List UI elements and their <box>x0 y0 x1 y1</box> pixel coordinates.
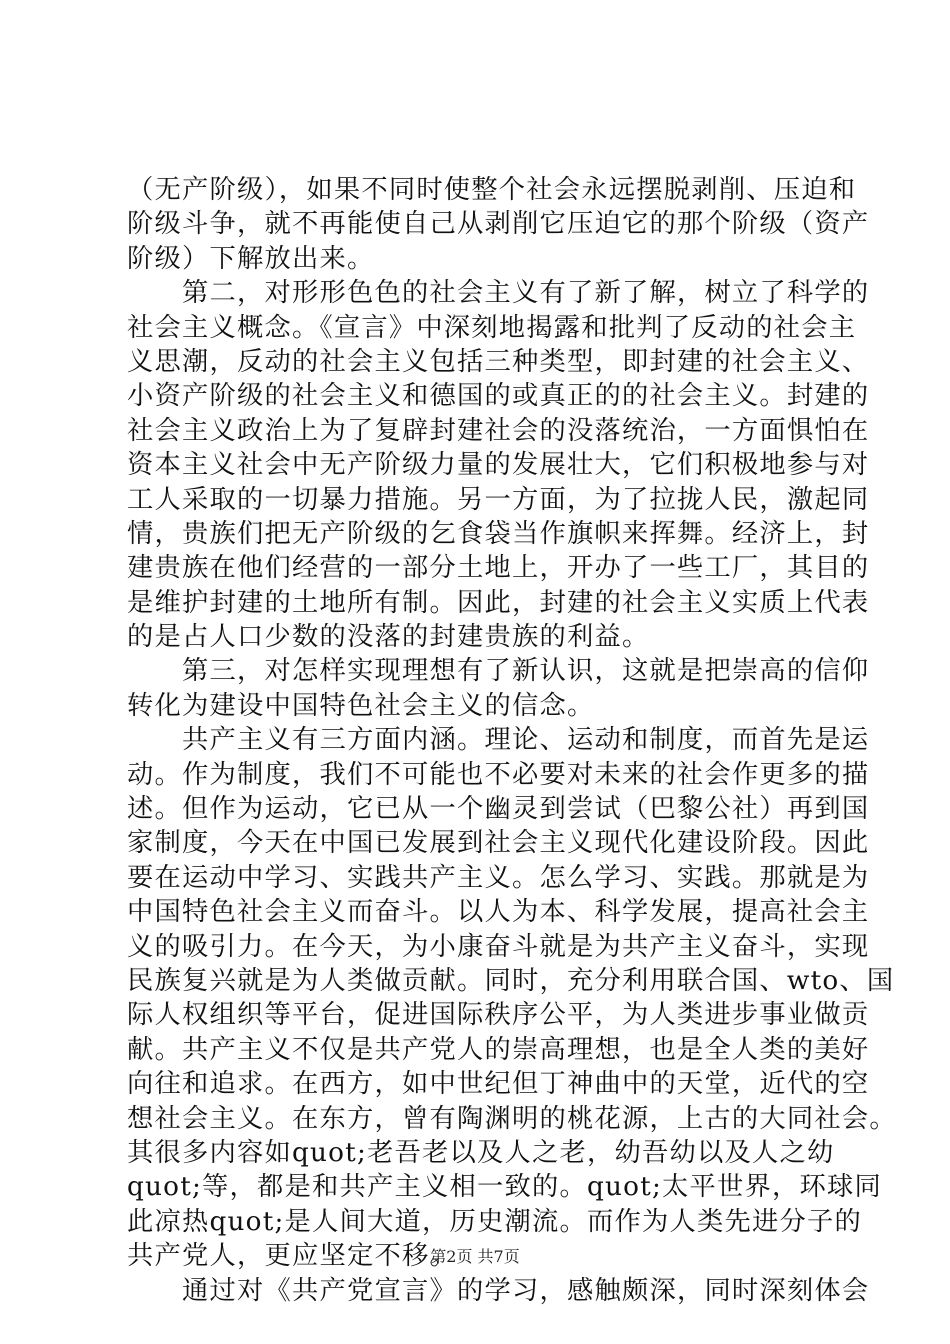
text-line: 家制度，今天在中国已发展到社会主义现代化建设阶段。因此 <box>127 828 870 859</box>
paragraph-start-line: 第三，对怎样实现理想有了新认识，这就是把崇高的信仰 <box>182 656 870 687</box>
text-line: 中国特色社会主义而奋斗。以人为本、科学发展，提高社会主 <box>127 897 870 928</box>
text-line: 共产党人，更应坚定不移。 <box>127 1241 457 1272</box>
text-line: 献。共产主义不仅是共产党人的崇高理想，也是全人类的美好 <box>127 1034 870 1065</box>
text-line: 阶级斗争，就不再能使自己从剥削它压迫它的那个阶级（资产 <box>127 209 870 240</box>
text-line: 建贵族在他们经营的一部分土地上，开办了一些工厂，其目的 <box>127 553 870 584</box>
paragraph-start-line: 共产主义有三方面内涵。理论、运动和制度，而首先是运 <box>182 725 870 756</box>
text-line: 情，贵族们把无产阶级的乞食袋当作旗帜来挥舞。经济上，封 <box>127 518 870 549</box>
text-line: 要在运动中学习、实践共产主义。怎么学习、实践。那就是为 <box>127 862 870 893</box>
text-line: 小资产阶级的社会主义和德国的或真正的的社会主义。封建的 <box>127 381 870 412</box>
text-line: 民族复兴就是为人类做贡献。同时，充分利用联合国、wto、国 <box>127 965 895 996</box>
document-body <box>127 173 897 1308</box>
text-line: 的是占人口少数的没落的封建贵族的利益。 <box>127 622 650 653</box>
text-line: 此凉热quot;是人间大道，历史潮流。而作为人类先进分子的 <box>127 1206 862 1237</box>
text-line: 义的吸引力。在今天，为小康奋斗就是为共产主义奋斗，实现 <box>127 931 870 962</box>
page-footer <box>0 1244 950 1267</box>
text-line: 社会主义政治上为了复辟封建社会的没落统治，一方面惧怕在 <box>127 415 870 446</box>
text-line: （无产阶级），如果不同时使整个社会永远摆脱剥削、压迫和 <box>127 175 857 205</box>
paragraph-start-line: 通过对《共产党宣言》的学习，感触颇深，同时深刻体会 <box>182 1275 870 1306</box>
text-line: 际人权组织等平台，促进国际秩序公平，为人类进步事业做贡 <box>127 1000 870 1031</box>
text-line: 阶级）下解放出来。 <box>127 243 375 274</box>
text-line: 是维护封建的土地所有制。因此，封建的社会主义实质上代表 <box>127 587 870 618</box>
text-line: 其很多内容如quot;老吾老以及人之老，幼吾幼以及人之幼 <box>127 1137 835 1168</box>
text-line: 义思潮，反动的社会主义包括三种类型，即封建的社会主义、 <box>127 346 870 377</box>
text-line: 资本主义社会中无产阶级力量的发展壮大，它们积极地参与对 <box>127 450 870 481</box>
text-line: 转化为建设中国特色社会主义的信念。 <box>127 690 595 721</box>
text-line: 向往和追求。在西方，如中世纪但丁神曲中的天堂，近代的空 <box>127 1069 870 1100</box>
text-line: 述。但作为运动，它已从一个幽灵到尝试（巴黎公社）再到国 <box>127 794 870 825</box>
text-line: 社会主义概念。《宣言》中深刻地揭露和批判了反动的社会主 <box>127 312 857 343</box>
paragraph-start-line: 第二，对形形色色的社会主义有了新了解，树立了科学的 <box>182 278 870 309</box>
text-line: 想社会主义。在东方，曾有陶渊明的桃花源，上古的大同社会。 <box>127 1103 897 1134</box>
text-line: 动。作为制度，我们不可能也不必要对未来的社会作更多的描 <box>127 759 870 790</box>
text-line: quot;等，都是和共产主义相一致的。quot;太平世界，环球同 <box>127 1172 882 1203</box>
text-line: 工人采取的一切暴力措施。另一方面，为了拉拢人民，激起同 <box>127 484 870 515</box>
page-indicator: 第2页 共7页 <box>430 1247 520 1266</box>
